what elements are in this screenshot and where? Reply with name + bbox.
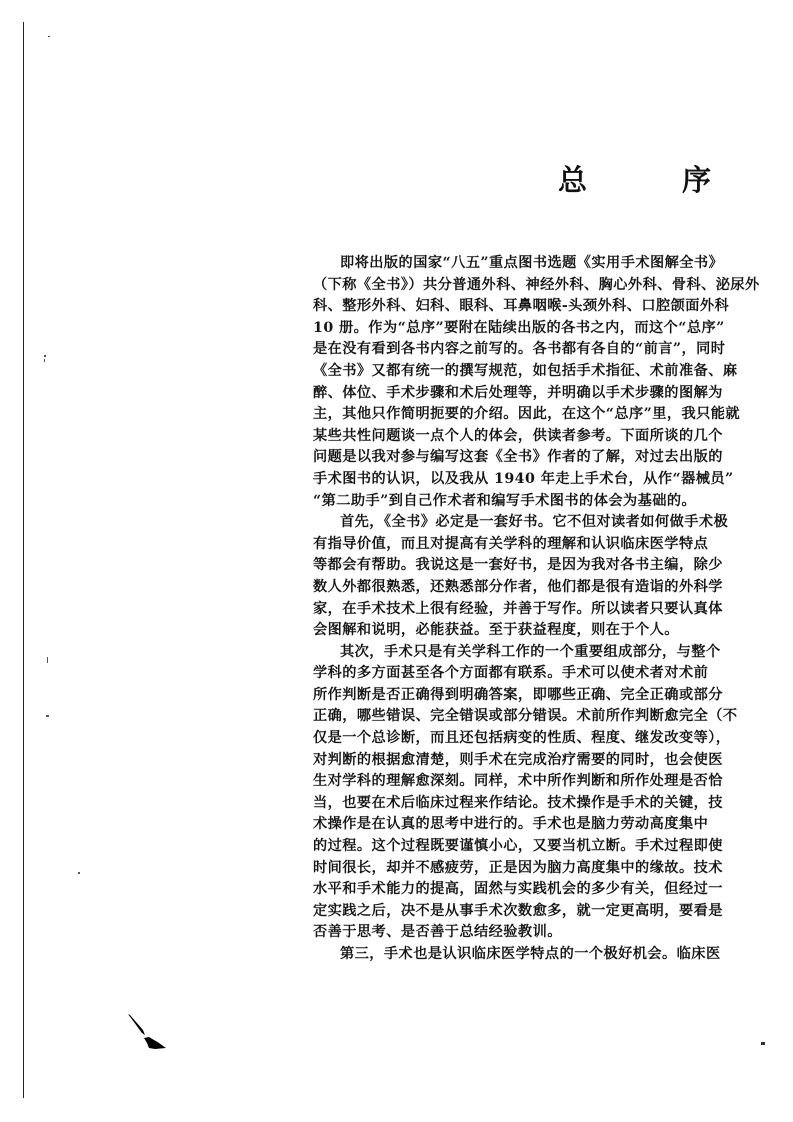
text-line: 定实践之后，决不是从事手术次数愈多，就一定更高明，要看是 — [313, 902, 723, 919]
text-line: 术操作是在认真的思考中进行的。手术也是脑力劳动高度集中 — [313, 816, 709, 833]
text-line: 等都会有帮助。我说这是一套好书，是因为我对各书主编，除少 — [313, 557, 723, 574]
text-line: 生对学科的理解愈深刻。同样，术中所作判断和所作处理是否恰 — [313, 773, 723, 790]
text-line: 醉、体位、手术步骤和术后处理等，并明确以手术步骤的图解为 — [313, 384, 723, 401]
title-char-2: 序 — [682, 163, 712, 197]
page-title — [548, 160, 728, 200]
text-line: 数人外都很熟悉，还熟悉部分作者，他们都是很有造诣的外科学 — [313, 578, 723, 595]
text-line: 仅是一个总诊断，而且还包括病变的性质、程度、继发改变等）， — [313, 730, 731, 747]
scan-speck — [761, 1042, 765, 1045]
text-line: 科、整形外科、妇科、眼科、耳鼻咽喉-头颈外科、口腔颌面外科 — [313, 298, 730, 315]
text-line: 某些共性问题谈一点个人的体会，供读者参考。下面所谈的几个 — [313, 427, 723, 444]
text-line: 第三，手术也是认识临床医学特点的一个极好机会。临床医 — [340, 946, 721, 962]
text-line: 家，在手术技术上很有经验，并善于写作。所以读者只要认真体 — [313, 600, 723, 617]
text-line: 其次，手术只是有关学科工作的一个重要组成部分，与整个 — [340, 643, 721, 660]
paragraph-3 — [313, 642, 738, 944]
text-line: 正确，哪些错误、完全错误或部分错误。术前所作判断愈完全（不 — [313, 708, 738, 725]
text-line: 否善于思考、是否善于总结经验教训。 — [313, 924, 562, 941]
title-char-1: 总 — [558, 163, 588, 197]
preface-body — [313, 253, 760, 966]
text-line: “第二助手”到自己作术者和编写手术图书的体会为基础的。 — [313, 492, 697, 509]
scan-speck — [44, 359, 45, 362]
text-line: 水平和手术能力的提高，固然与实践机会的多少有关，但经过一 — [313, 881, 723, 898]
paragraph-4 — [313, 944, 721, 966]
text-line: 所作判断是否正确得到明确答案，即哪些正确、完全正确或部分 — [313, 686, 723, 703]
text-line: 学科的多方面甚至各个方面都有联系。手术可以使术者对术前 — [313, 665, 709, 682]
text-line: 10 册。作为“总序”要附在陆续出版的各书之内，而这个“总序” — [313, 319, 725, 336]
paragraph-2 — [313, 512, 729, 642]
scan-smudge-mark — [125, 1013, 175, 1061]
text-line: 当，也要在术后临床过程来作结论。技术操作是手术的关键，技 — [313, 794, 723, 811]
text-line: 是在没有看到各书内容之前写的。各书都有各自的“前言”，同时 — [313, 341, 726, 358]
text-line: 时间很长，却并不感疲劳，正是因为脑力高度集中的缘故。技术 — [313, 859, 723, 876]
text-line: 对判断的根据愈清楚，则手术在完成治疗需要的同时，也会使医 — [313, 751, 723, 768]
text-line: 即将出版的国家“八五”重点图书选题《实用手术图解全书》 — [340, 255, 724, 271]
scan-speck — [44, 355, 46, 357]
scan-speck — [47, 657, 48, 663]
text-line: 《全书》又都有统一的撰写规范，如包括手术指征、术前准备、麻 — [313, 362, 738, 379]
text-line: 手术图书的认识，以及我从 1940 年走上手术台，从作“器械员” — [313, 470, 734, 487]
text-line: 首先，《全书》必定是一套好书。它不但对读者如何做手术极 — [340, 514, 729, 531]
paragraph-1 — [313, 253, 760, 512]
text-line: 主，其他只作简明扼要的介绍。因此，在这个“总序”里，我只能就 — [313, 406, 741, 423]
page-binding-line — [23, 22, 24, 1098]
text-line: 有指导价值，而且对提高有关学科的理解和认识临床医学特点 — [313, 535, 709, 552]
text-line: 的过程。这个过程既要谨慎小心，又要当机立断。手术过程即使 — [313, 838, 723, 855]
text-line: （下称《全书》）共分普通外科、神经外科、胸心外科、骨科、泌尿外 — [313, 276, 760, 293]
text-line: 问题是以我对参与编写这套《全书》作者的了解，对过去出版的 — [313, 449, 723, 466]
scan-speck — [78, 872, 80, 874]
scan-speck — [48, 36, 50, 37]
scan-speck — [46, 715, 49, 717]
text-line: 会图解和说明，必能获益。至于获益程度，则在于个人。 — [313, 622, 679, 639]
